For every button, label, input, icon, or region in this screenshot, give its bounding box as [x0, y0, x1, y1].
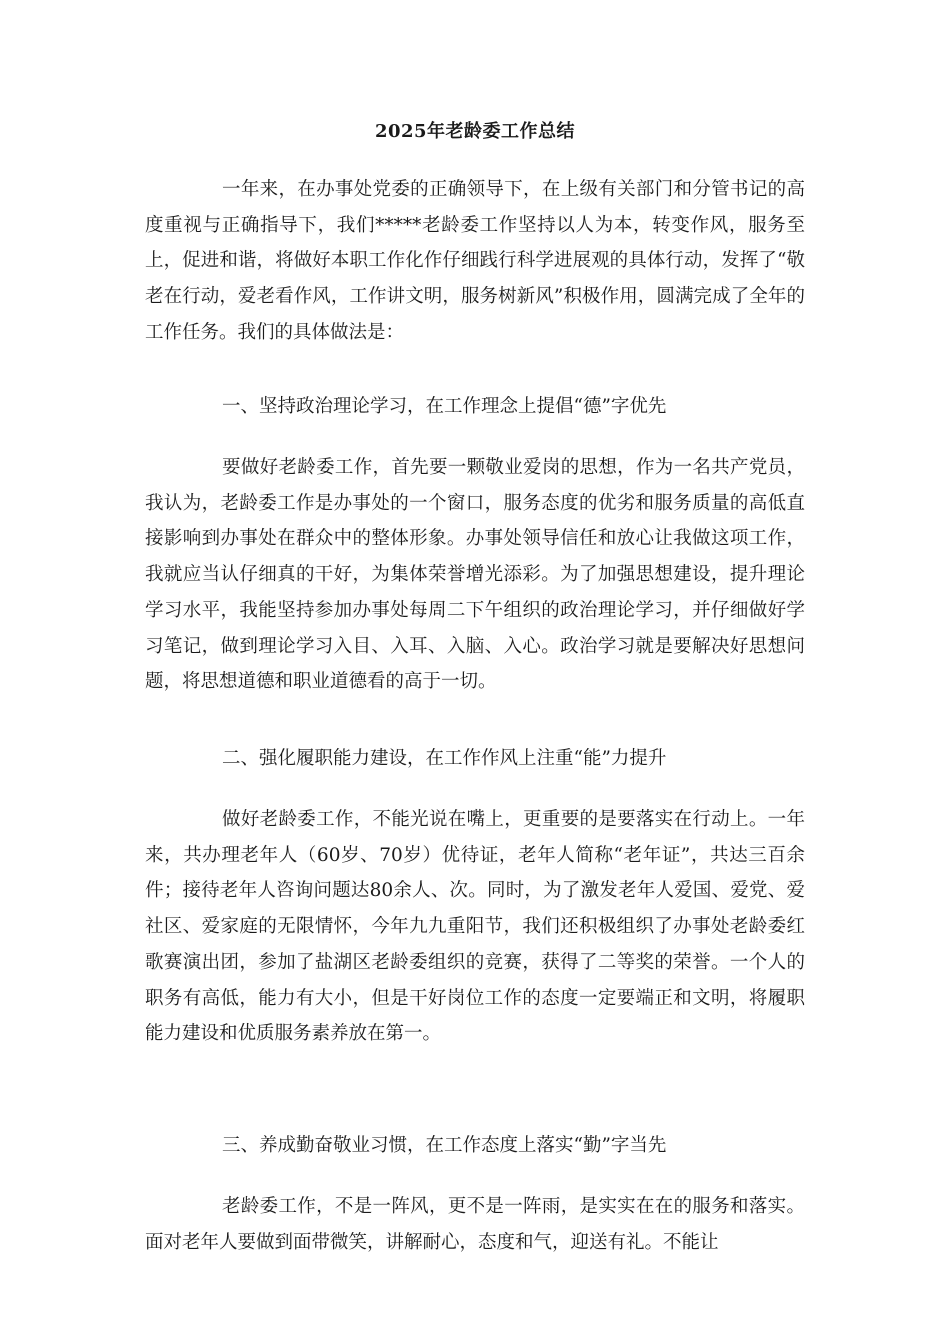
intro-paragraph: 一年来，在办事处党委的正确领导下，在上级有关部门和分管书记的高度重视与正确指导下，我们*****老龄委工作坚持以人为本，转变作风，服务至上，促进和谐，将做好本职工作化作仔细践行科学进展观的具体行动，发挥了“敬老在行动，爱老看作风，工作讲文明，服务树新风”积极作用，圆满完成了全年的工作任务。我们的具体做法是： — [145, 179, 805, 343]
section-body-block-3 — [145, 1189, 805, 1260]
section-body-block-1 — [145, 450, 805, 700]
document-title: 2025年老龄委工作总结 — [374, 121, 576, 142]
intro-paragraph-block — [145, 172, 805, 351]
section-body-1: 要做好老龄委工作，首先要一颗敬业爱岗的思想，作为一名共产党员，我认为，老龄委工作是办事处的一个窗口，服务态度的优劣和服务质量的高低直接影响到办事处在群众中的整体形象。办事处领导信任和放心让我做这项工作，我就应当认仔细真的干好，为集体荣誉增光添彩。为了加强思想建设，提升理论学习水平，我能坚持参加办事处每周二下午组织的政治理论学习，并仔细做好学习笔记，做到理论学习入目、入耳、入脑、入心。政治学习就是要解决好思想问题，将思想道德和职业道德看的高于一切。 — [145, 457, 805, 693]
section-body-block-2 — [145, 802, 805, 1052]
section-body-3: 老龄委工作，不是一阵风，更不是一阵雨，是实实在在的服务和落实。面对老年人要做到面带微笑，讲解耐心，态度和气，迎送有礼。不能让 — [145, 1196, 805, 1253]
section-body-2: 做好老龄委工作，不能光说在嘴上，更重要的是要落实在行动上。一年来，共办理老年人（60岁、70岁）优待证，老年人简称“老年证”，共达三百余件；接待老年人咨询问题达80余人、次。同时，为了激发老年人爱国、爱党、爱社区、爱家庭的无限情怀，今年九九重阳节，我们还积极组织了办事处老龄委红歌赛演出团，参加了盐湖区老龄委组织的竞赛，获得了二等奖的荣誉。一个人的职务有高低，能力有大小，但是干好岗位工作的态度一定要端正和文明，将履职能力建设和优质服务素养放在第一。 — [145, 809, 805, 1045]
section-heading-3: 三、养成勤奋敬业习惯，在工作态度上落实“勤”字当先 — [222, 1135, 667, 1156]
section-heading-2: 二、强化履职能力建设，在工作作风上注重“能”力提升 — [222, 748, 667, 769]
section-heading-1: 一、坚持政治理论学习，在工作理念上提倡“德”字优先 — [222, 396, 667, 417]
